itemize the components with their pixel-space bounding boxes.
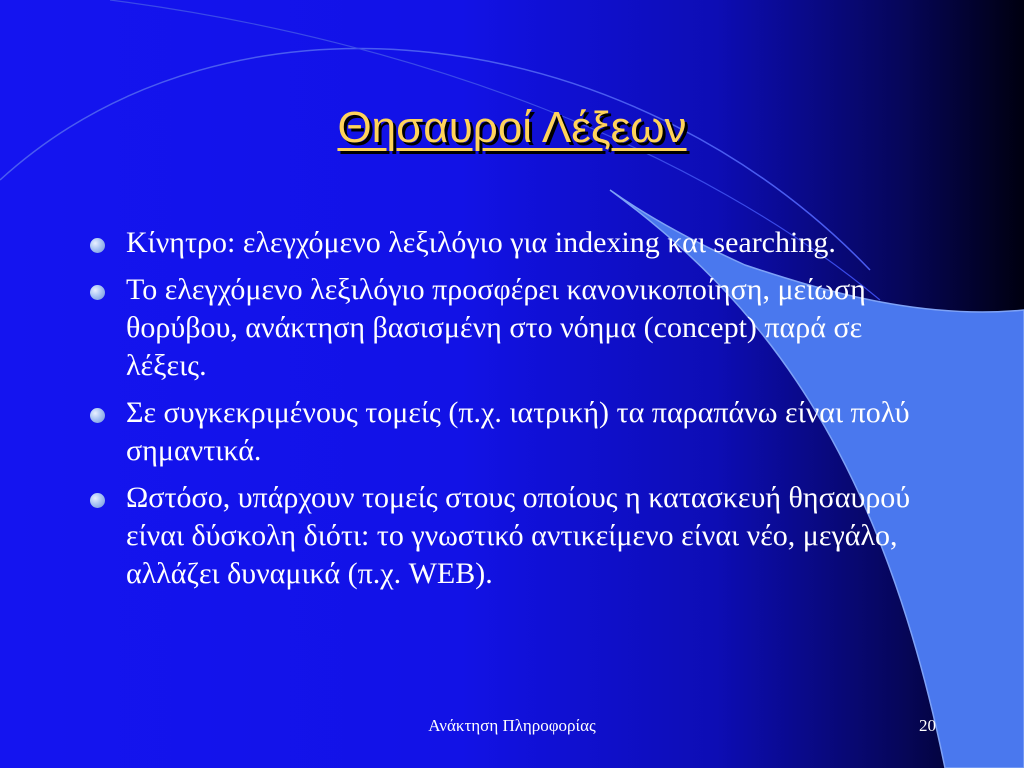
page-number: 20 [919,716,936,735]
bullet-item [88,394,938,470]
bullet-text: Ωστόσο, υπάρχουν τομείς στους οποίους η κατασκευή θησαυρού είναι δύσκολη διότι: το γνωστικό αντικείμενο είναι νέο, μεγάλο, αλλάζει δυναμικά (π.χ. WEB). [126,481,911,590]
bullet-text: Σε συγκεκριμένους τομείς (π.χ. ιατρική) τα παραπάνω είναι πολύ σημαντικά. [126,396,910,467]
bullet-item [88,271,938,385]
bullet-dot-icon [90,493,105,508]
bullet-dot-icon [90,408,105,423]
bullet-item [88,224,938,262]
bullet-item [88,479,938,593]
slide-title: Θησαυροί Λέξεων [337,103,687,152]
bullet-list [88,224,938,602]
bullet-text: Το ελεγχόμενο λεξιλόγιο προσφέρει κανονικοποίηση, μείωση θορύβου, ανάκτηση βασισμένη στο νόημα (concept) παρά σε λέξεις. [126,273,866,382]
bullet-dot-icon [90,285,105,300]
footer-course-title: Ανάκτηση Πληροφορίας [428,716,596,735]
bullet-dot-icon [90,238,105,253]
bullet-text: Κίνητρο: ελεγχόμενο λεξιλόγιο για indexing και searching. [126,226,836,259]
